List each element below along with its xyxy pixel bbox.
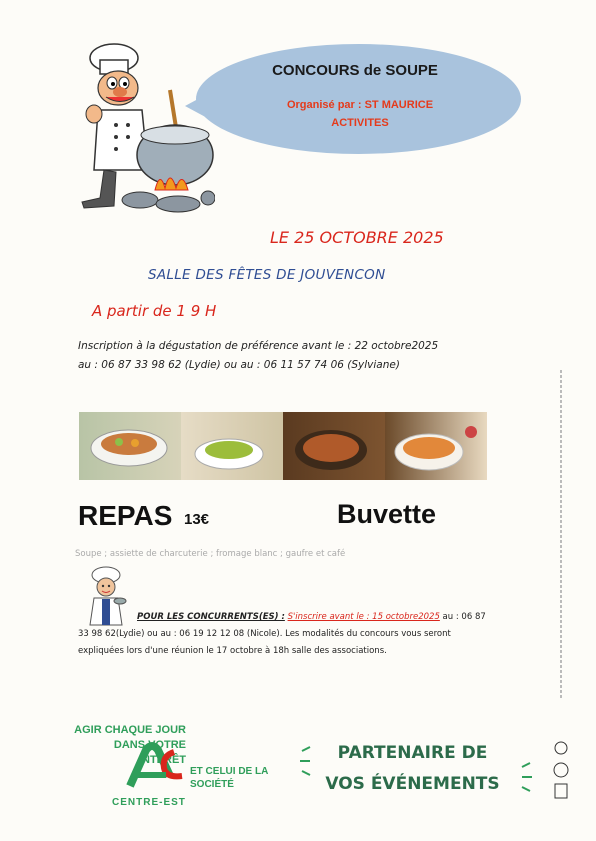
repas-price: 13€ xyxy=(184,511,210,528)
repas-label: REPAS xyxy=(78,500,173,531)
partner-line-1: PARTENAIRE DE xyxy=(337,743,488,763)
partner-line-2: VOS ÉVÉNEMENTS xyxy=(325,774,500,794)
bank-region: CENTRE-EST xyxy=(112,797,186,808)
competitors-phone-start: au : 06 87 xyxy=(439,612,486,622)
inscription-info xyxy=(78,337,518,375)
bank-slogan-line-2: DANS VOTRE xyxy=(113,739,186,751)
right-edge-logos xyxy=(550,740,572,802)
organizer-line-1: Organisé par : ST MAURICE xyxy=(286,99,434,111)
competitors-info xyxy=(78,609,518,660)
inscription-line-1: Inscription à la dégustation de préférence avant le : 22 octobre2025 xyxy=(78,340,439,352)
soup-photo-strip xyxy=(79,412,487,480)
competitors-deadline: S'inscrire avant le : 15 octobre2025 xyxy=(287,612,440,622)
event-venue: SALLE DES FÊTES DE JOUVENCON xyxy=(148,267,386,283)
organizer-text xyxy=(240,96,480,132)
chef-cooking-pot-illustration xyxy=(70,40,215,215)
competitors-lead: POUR LES CONCURRENTS(ES) : xyxy=(137,612,285,622)
competitors-line-2: 33 98 62(Lydie) ou au : 06 19 12 12 08 (Nicole). Les modalités du concours vous seront xyxy=(78,629,451,639)
vertical-print-mark xyxy=(553,370,569,700)
event-time: A partir de 1 9 H xyxy=(92,302,217,320)
bank-slogan-line-1: AGIR CHAQUE JOUR xyxy=(74,724,186,736)
buvette-label: Buvette xyxy=(337,499,437,529)
event-date: LE 25 OCTOBRE 2025 xyxy=(270,228,444,247)
bank-slogan-line-3: INTÉRÊT xyxy=(138,754,186,766)
competitors-line-1 xyxy=(78,609,518,626)
poster-title: CONCOURS de SOUPE xyxy=(272,62,438,79)
bank-society-line-1: ET CELUI DE LA xyxy=(190,766,269,777)
organizer-line-2: ACTIVITES xyxy=(331,117,389,129)
partner-decoration xyxy=(296,745,536,797)
menu-description: Soupe ; assiette de charcuterie ; fromage blanc ; gaufre et café xyxy=(75,549,346,559)
inscription-line-2: au : 06 87 33 98 62 (Lydie) ou au : 06 11 57 74 06 (Sylviane) xyxy=(78,359,400,371)
credit-agricole-logo xyxy=(126,742,188,792)
bank-society-line-2: SOCIÉTÉ xyxy=(190,779,234,790)
competitors-line-3: expliquées lors d'une réunion le 17 octobre à 18h salle des associations. xyxy=(78,646,387,656)
bank-society-text xyxy=(190,765,268,791)
